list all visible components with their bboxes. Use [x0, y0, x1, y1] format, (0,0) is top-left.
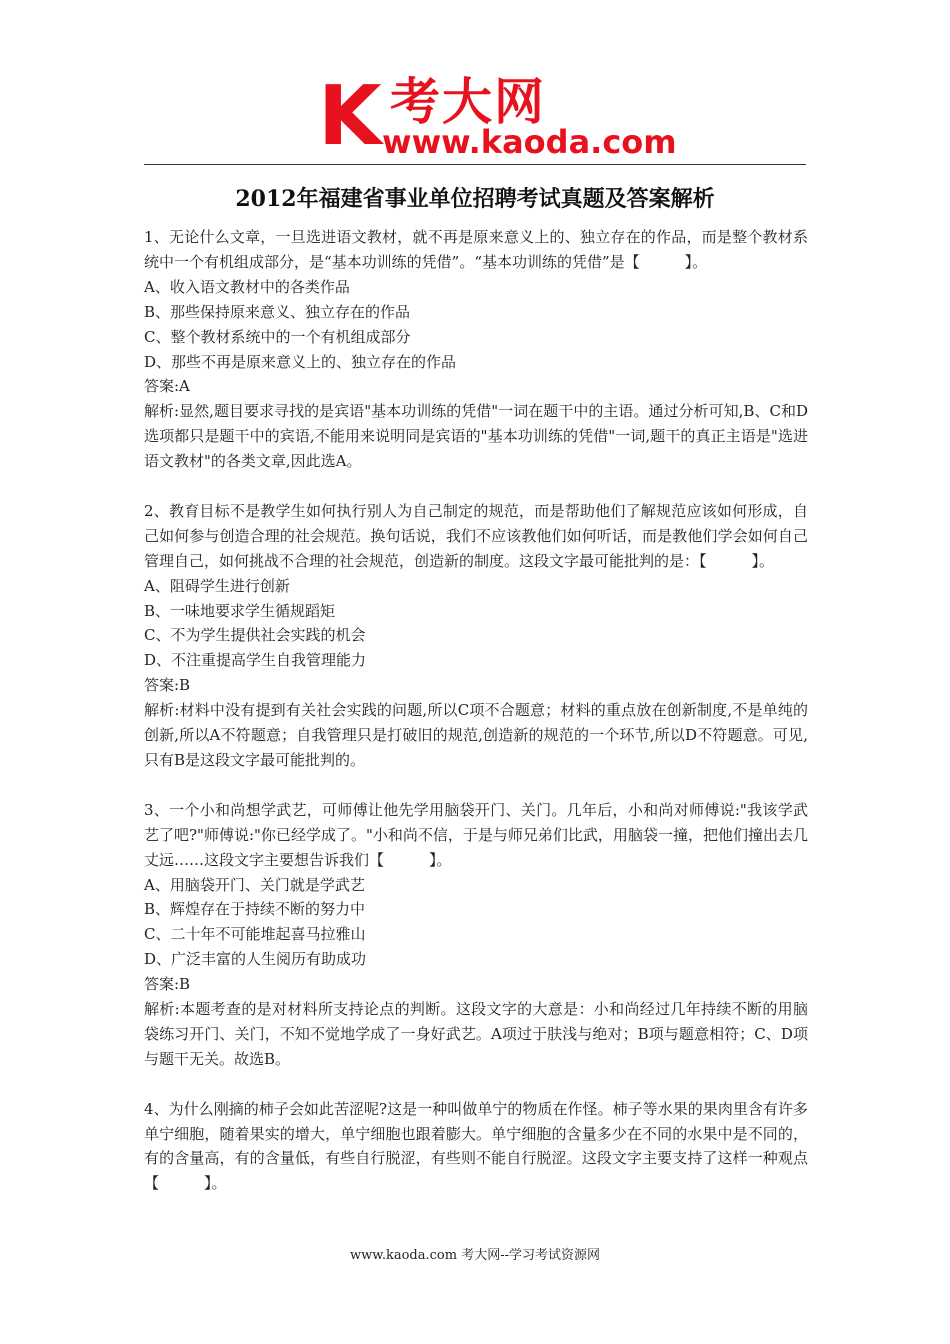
analysis: 解析:显然,题目要求寻找的是宾语"基本功训练的凭借"一词在题干中的主语。通过分析可知,B、C和D选项都只是题干中的宾语,不能用来说明同是宾语的"基本功训练的凭借"一词,题干的真正主语是"选进语文教材"的各类文章,因此选A。	[144, 402, 808, 471]
option-d: D、不注重提高学生自我管理能力	[144, 651, 367, 670]
answer: 答案:A	[144, 377, 190, 396]
option-a: A、用脑袋开门、关门就是学武艺	[144, 875, 365, 894]
question-4	[144, 1097, 808, 1197]
logo-site-name: 考大网	[390, 73, 546, 131]
question-stem: 1、无论什么文章，一旦选进语文教材，就不再是原来意义上的、独立存在的作品，而是整个教材系统中一个有机组成部分，是“基本功训练的凭借”。“基本功训练的凭借”是【 】。	[144, 228, 808, 271]
option-b: B、一味地要求学生循规蹈矩	[144, 601, 336, 620]
question-stem: 2、教育目标不是教学生如何执行别人为自己制定的规范，而是帮助他们了解规范应该如何形成，自己如何参与创造合理的社会规范。换句话说，我们不应该教他们如何听话，而是教他们学会如何自己管理自己，如何挑战不合理的社会规范，创造新的制度。这段文字最可能批判的是：【 】。	[144, 501, 808, 570]
analysis: 解析:本题考查的是对材料所支持论点的判断。这段文字的大意是：小和尚经过几年持续不断的用脑袋练习开门、关门，不知不觉地学成了一身好武艺。A项过于肤浅与绝对；B项与题意相符；C、D项与题干无关。故选B。	[144, 1000, 808, 1068]
answer: 答案:B	[144, 676, 191, 695]
answer: 答案:B	[144, 975, 191, 994]
header-divider	[144, 164, 806, 165]
question-1	[144, 225, 808, 474]
option-c: C、不为学生提供社会实践的机会	[144, 626, 366, 645]
option-a: A、收入语文教材中的各类作品	[144, 277, 350, 296]
logo-url: www.kaoda.com	[382, 123, 677, 161]
analysis: 解析:材料中没有提到有关社会实践的问题,所以C项不合题意；材料的重点放在创新制度,不是单纯的创新,所以A不符题意；自我管理只是打破旧的规范,创造新的规范的一个环节,所以D不符题意。可见,只有B是这段文字最可能批判的。	[144, 701, 808, 770]
page-footer: www.kaoda.com 考大网--学习考试资源网	[350, 1248, 600, 1263]
page-title: 2012年福建省事业单位招聘考试真题及答案解析	[235, 186, 715, 212]
question-list	[144, 225, 808, 1221]
option-b: B、那些保持原来意义、独立存在的作品	[144, 302, 411, 321]
option-c: C、二十年不可能堆起喜马拉雅山	[144, 925, 366, 944]
logo-k-mark: K	[318, 69, 380, 164]
kaoda-logo	[318, 69, 677, 164]
question-stem: 4、为什么刚摘的柿子会如此苦涩呢?这是一种叫做单宁的物质在作怪。柿子等水果的果肉里含有许多单宁细胞，随着果实的增大，单宁细胞也跟着膨大。单宁细胞的含量多少在不同的水果中是不同的，有的含量高，有的含量低，有些自行脱涩，有些则不能自行脱涩。这段文字主要支持了这样一种观点【 】。	[144, 1099, 808, 1193]
option-b: B、辉煌存在于持续不断的努力中	[144, 900, 366, 919]
option-d: D、广泛丰富的人生阅历有助成功	[144, 950, 367, 969]
question-3	[144, 798, 808, 1072]
option-c: C、整个教材系统中的一个有机组成部分	[144, 327, 411, 346]
question-stem: 3、一个小和尚想学武艺，可师傅让他先学用脑袋开门、关门。几年后，小和尚对师傅说:"我该学武艺了吧?"师傅说:"你已经学成了。"小和尚不信，于是与师兄弟们比武，用脑袋一撞，把他们撞出去几丈远……这段文字主要想告诉我们【 】。	[144, 800, 808, 869]
question-2	[144, 499, 808, 773]
option-a: A、阻碍学生进行创新	[144, 576, 290, 595]
option-d: D、那些不再是原来意义上的、独立存在的作品	[144, 352, 457, 371]
